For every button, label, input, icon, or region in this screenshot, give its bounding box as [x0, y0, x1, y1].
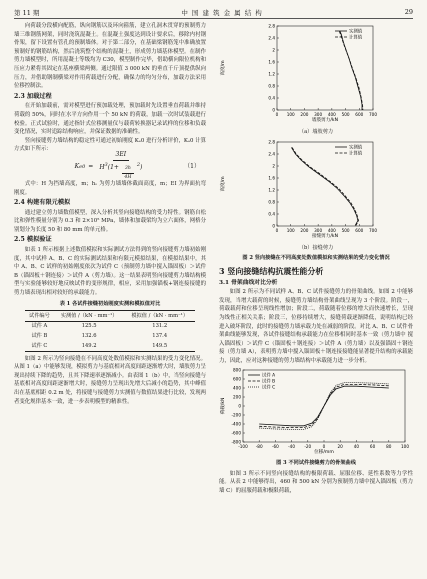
- y-tick-label: 2.8: [268, 23, 275, 29]
- x-axis-label: 接缝剪力/kN: [311, 234, 339, 239]
- figure-caption: 图 3 不同试件接缝剪力的骨架曲线: [276, 460, 356, 467]
- y-tick-label: 600: [233, 376, 241, 381]
- x-tick-label: 0: [275, 228, 279, 234]
- chart-svg-c: [219, 366, 413, 454]
- legend-label: 试件 B: [262, 379, 276, 385]
- x-tick-label: 700: [369, 228, 377, 234]
- y-tick-label: 400: [233, 385, 241, 390]
- y-tick-label: 800: [233, 367, 241, 372]
- y-tick-label: 2.4: [268, 35, 275, 41]
- x-tick-label: 100: [286, 228, 295, 234]
- legend-label: 试件 C: [262, 385, 276, 391]
- paragraph: 如图 2 所示为竖向接缝在不同高度处数值模拟和实测结果的受力变化情况。从图 1（a）中能够发现，模拟剪力与基底相对高度间距逐渐增大时，墙肢剪力呈现出持续下降的趋势，且其下降速率逐渐减小。由表图 1（b）中，当竖向接缝与基底相对高度间距逐渐增大时，接缝剪力呈现出先增大后减小的趋势，其中峰值出在基底相距 0.2 m 处，将接缝与接缝剪力实测值与数值结果进行比较，发现两者变化规律基本一致，进一步表明模型的精准性。: [14, 355, 206, 405]
- subfigure-caption: （b）接缝剪力: [298, 244, 334, 251]
- right-column: [219, 22, 413, 495]
- paragraph: 竖向接缝剪力墙结构的稳定性可通过初始刚度 Kₑ0 进行分析评价，Kₑ0 计算方式如下所示：: [14, 137, 206, 153]
- y-tick-label: 2: [272, 163, 275, 169]
- y-tick-label: 200: [233, 394, 241, 399]
- y-tick-label: -400: [231, 421, 241, 426]
- equation: K e0 = 3EI $H^3(1+$ $\frac{3h}{4H}$ $^2$) （1）: [74, 151, 200, 181]
- section-heading: 2.4 构建有限元模拟: [14, 199, 71, 207]
- table-header: 实测值 /（kN · mm⁻¹）: [54, 311, 125, 322]
- x-tick-label: 0: [322, 443, 326, 449]
- paragraph: 如图 3 所示不同竖向接缝结构的极限荷载、屈服位移、延性系数等力学性能。从表 2 中能够得出，460 和 500 kN 分别为预制剪力墙中搅入锚固板（剪力墙 C）的屈服荷载和极限荷载，: [219, 470, 413, 494]
- x-tick-label: 200: [300, 112, 309, 117]
- x-tick-label: 500: [341, 112, 350, 117]
- x-tick-label: 80: [386, 443, 392, 449]
- y-tick-label: 1.2: [268, 71, 275, 77]
- x-tick-label: 600: [355, 112, 364, 117]
- x-axis-label: 位移/mm: [314, 449, 334, 454]
- paragraph: 式中：H 为挡墙高度，m；hₒ 为剪力墙墙体截面高度，m；EI 为界面抗弯刚度。: [14, 180, 206, 196]
- chart-skeleton-curves: [219, 366, 413, 458]
- y-tick-label: 0.8: [268, 83, 275, 89]
- x-tick-label: 700: [369, 112, 377, 117]
- equation-number: （1）: [184, 162, 200, 170]
- paragraph: 在开始加载前，需对模型进行预加载处理，预加载时先设置垂直荷载并维持荷载的 50%，同时在水平方向作用一个 50 kN 的荷载，加载一次时试装载进行校验。正式试验时，通过指针式位移测量仪与载荷转换器记录试样的位移和负载变化情况，实时追踪结构响应，并保证数据的准确性。: [14, 103, 206, 136]
- y-tick-label: 0: [238, 403, 241, 408]
- legend-label: 计算值: [349, 151, 363, 157]
- table-caption: 表 1 各试件接缝初始刚度实测和模拟值对比: [59, 300, 161, 307]
- issue-label: 第 11 期: [14, 8, 40, 17]
- x-tick-label: 600: [355, 228, 364, 234]
- y-tick-label: -200: [231, 412, 241, 417]
- figure-caption: 图 2 竖向接缝在不同高度处数值模拟和实测结果的受力变化情况: [242, 255, 390, 262]
- x-tick-label: -100: [238, 443, 248, 449]
- x-tick-label: 100: [286, 112, 295, 117]
- y-axis-label: 高度/m: [221, 60, 226, 76]
- subsection-heading: 3.1 骨架曲线对比分析: [219, 279, 278, 286]
- x-tick-label: -80: [255, 443, 263, 449]
- series-line: [259, 386, 389, 426]
- series-line: [339, 31, 363, 110]
- x-tick-label: 200: [300, 228, 309, 234]
- x-tick-label: 400: [327, 112, 336, 117]
- section-heading: 2.5 模拟验证: [14, 236, 52, 244]
- y-tick-label: 0.4: [268, 95, 275, 101]
- x-axis-label: 墙肢剪力/kN: [311, 118, 339, 122]
- x-tick-label: 300: [314, 112, 323, 117]
- page-number: 29: [404, 8, 413, 16]
- y-tick-label: 0: [272, 223, 275, 229]
- x-tick-label: 300: [314, 228, 323, 234]
- y-tick-label: 1.2: [268, 187, 275, 193]
- y-axis-label: 荷载/kN: [221, 397, 226, 414]
- stiffness-table: [25, 310, 195, 351]
- paragraph: 如表 1 所示根据上述数值模拟和实际测试方法得到的竖向接缝剪力墙初始刚度，其中试样 A、B、C 的实际测试结果和有限元模拟结果，在模拟结果中，其中 A、B、C 试样的初始刚度依次为试件 C（预制剪力墙中搅入锚固板）＞试件 B（锚固板＋钢连接）＞试件 A（剪力墙）。这一结果表明竖向接缝剪力墙结构模型与实验能够较好地反映试件的变形规律，相应，采用加强锚板+钢连接接缝的剪力墙表现出相对较好的承载能力。: [14, 247, 206, 297]
- y-tick-label: -800: [231, 439, 241, 444]
- legend-label: 实测值: [349, 29, 363, 35]
- x-tick-label: 500: [341, 228, 350, 234]
- section-heading: 3 竖向接缝结构抗震性能分析: [219, 265, 324, 276]
- chart-svg-a: [219, 22, 413, 122]
- legend-label: 计算值: [349, 35, 363, 41]
- y-tick-label: 2: [272, 47, 275, 53]
- section-heading: 2.3 加载过程: [14, 92, 52, 100]
- y-tick-label: -600: [231, 430, 241, 435]
- y-axis-label: 高度/m: [221, 176, 226, 192]
- table-row: 试件 A 125.5 131.2: [31, 323, 168, 330]
- table-row: 试件 B 132.6 137.4: [31, 332, 168, 339]
- subfigure-caption: （a）墙肢剪力: [298, 128, 334, 135]
- chart-svg-b: [219, 138, 413, 238]
- table-header: 试件编号: [25, 311, 54, 322]
- y-tick-label: 1.6: [268, 59, 275, 65]
- legend-label: 试件 A: [262, 373, 276, 379]
- paragraph: 向荷载分段横向配筋，纵向钢筋以及环向箍筋，建立孔洞木贯穿的预制剪力墙三维钢筋网架，同时浇筑混凝土。在混凝土强度达到设计要求后，移除内衬钢骨架，留下设置有管孔的预制墙体。对于第二部分，在基础梁钢筋笼中准确放置预制好的钢筋结构，然后浇筑整个结构的混凝土，形成剪力墙基体模型。在制作剪力墙模型时，所用混凝土等级均为 C30，模型制作完毕，借助横向限位机构和压应力紧将其固定在基座横梁两侧。通过限值 3 000 kN 的垂直千斤顶提供纵向压力，并借助钢制横梁对作用荷载进行分配，确保力的均匀分布，加载方法采用位移控制法。: [14, 23, 206, 90]
- y-tick-label: 0.4: [268, 211, 275, 217]
- x-tick-label: 0: [275, 112, 279, 117]
- legend-label: 实测值: [349, 145, 363, 151]
- series-line: [292, 148, 358, 226]
- y-tick-label: 0.8: [268, 199, 275, 205]
- x-tick-label: 20: [337, 443, 343, 449]
- table-header: 模拟值 /（kN · mm⁻¹）: [124, 311, 195, 322]
- y-tick-label: 0: [272, 107, 275, 113]
- paragraph: 通过建立剪力墙数值模型，深入分析其竖向接缝结构的受力特性。钢筋自松比和弹性模量分别为 0.3 和 2×10⁵ MPa，墙体和加载梁均为立六面体，网格分别划分为长度 50 和 80 mm 的单元格。: [14, 209, 206, 233]
- x-tick-label: 60: [369, 443, 376, 449]
- chart-wall-shear: [219, 22, 413, 126]
- x-tick-label: 100: [401, 443, 409, 449]
- journal-title: 中 国 建 筑 金 属 结 构: [181, 8, 263, 17]
- x-tick-label: -20: [304, 443, 312, 449]
- left-column: [14, 22, 206, 406]
- y-tick-label: 2.4: [268, 151, 275, 157]
- table-row: 试件 C 149.2 149.5: [25, 341, 195, 351]
- page-header: [14, 6, 413, 19]
- x-tick-label: 40: [353, 443, 360, 449]
- y-tick-label: 2.8: [268, 139, 275, 145]
- y-tick-label: 1.6: [268, 175, 275, 181]
- series-line: [340, 31, 362, 110]
- paragraph: 如图 2 所示为不同试样 A、B、C 试件接缝剪力的骨架曲线。如图 2 中能够发现，当增大载荷的时候，接缝剪力墙结构骨架曲线呈现为 3 个阶段。阶段一，荷载载荷和位移呈现线性增加；阶段二，荷载随着位移的增大而快速增长，呈现为线性正相关关系；阶段三，位移持续增大，接缝荷载逐渐降低，说明结构已经进入破坏阶段，此时的接缝剪力墙承载力处在减弱的阶段。对比 A、B、C 试件骨架曲线能够发现，各试件接缝结构承载能力在位移相同时基本一致（剪力墙中 搅入锚固板）＞试件 C（锚固板＋钢连接）＞试件 A（剪力墙）以及强锚固＋钢连接（剪力墙 A），表明剪力墙中搅入锚固板＋钢连接接缝能显著提升结构的承载能力，因此，应对这种接缝的剪力墙结构中承载能力进一步分析。: [219, 289, 413, 364]
- x-tick-label: -60: [271, 443, 279, 449]
- x-tick-label: 400: [327, 228, 336, 234]
- x-tick-label: -40: [288, 443, 296, 449]
- chart-joint-shear: [219, 138, 413, 242]
